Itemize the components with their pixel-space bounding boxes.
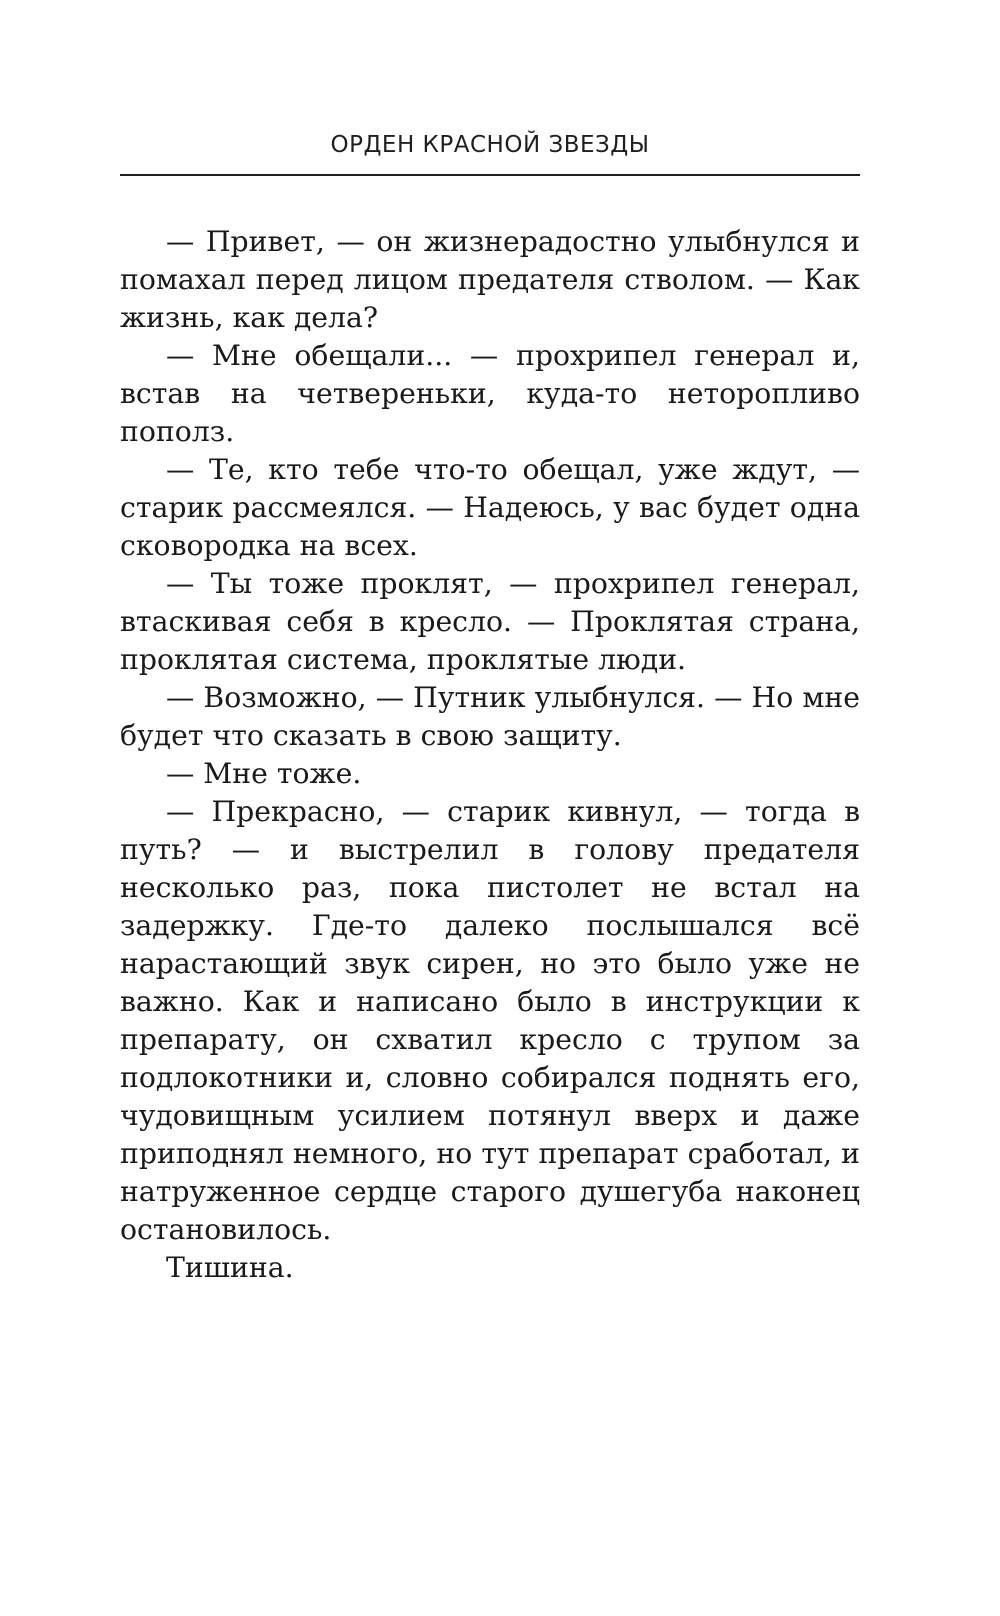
paragraph: — Те, кто тебе что-то обещал, уже ждут, — старик рассмеялся. — Надеюсь, у вас будет одна сковородка на всех. bbox=[120, 453, 860, 562]
paragraph: — Ты тоже проклят, — прохрипел генерал, втаскивая себя в кресло. — Проклятая страна, проклятая система, проклятые люди. bbox=[120, 567, 860, 676]
paragraph: — Мне обещали... — прохрипел генерал и, встав на четвереньки, куда-то неторопливо пополз. bbox=[120, 339, 860, 448]
paragraph: — Возможно, — Путник улыбнулся. — Но мне будет что сказать в свою защиту. bbox=[120, 681, 860, 752]
paragraph: — Мне тоже. bbox=[166, 757, 362, 790]
paragraph: — Привет, — он жизнерадостно улыбнулся и помахал перед лицом предателя стволом. — Как жизнь, как дела? bbox=[120, 225, 860, 334]
running-head: ОРДЕН КРАСНОЙ ЗВЕЗДЫ bbox=[330, 132, 650, 158]
header-rule bbox=[120, 174, 860, 176]
paragraph: — Прекрасно, — старик кивнул, — тогда в путь? — и выстрелил в голову предателя несколько раз, пока пистолет не встал на задержку. Где-то далеко послышался всё нарастающий звук сирен, но это было уже не важно. Как и написано было в инструкции к препарату, он схватил кресло с трупом за подлокотники и, словно собирался поднять его, чудовищным усилием потянул вверх и даже приподнял немного, но тут препарат сработал, и натруженное сердце старого душегуба наконец остановилось. bbox=[120, 795, 860, 1246]
paragraph: Тишина. bbox=[166, 1251, 294, 1284]
body-text bbox=[120, 223, 860, 1287]
